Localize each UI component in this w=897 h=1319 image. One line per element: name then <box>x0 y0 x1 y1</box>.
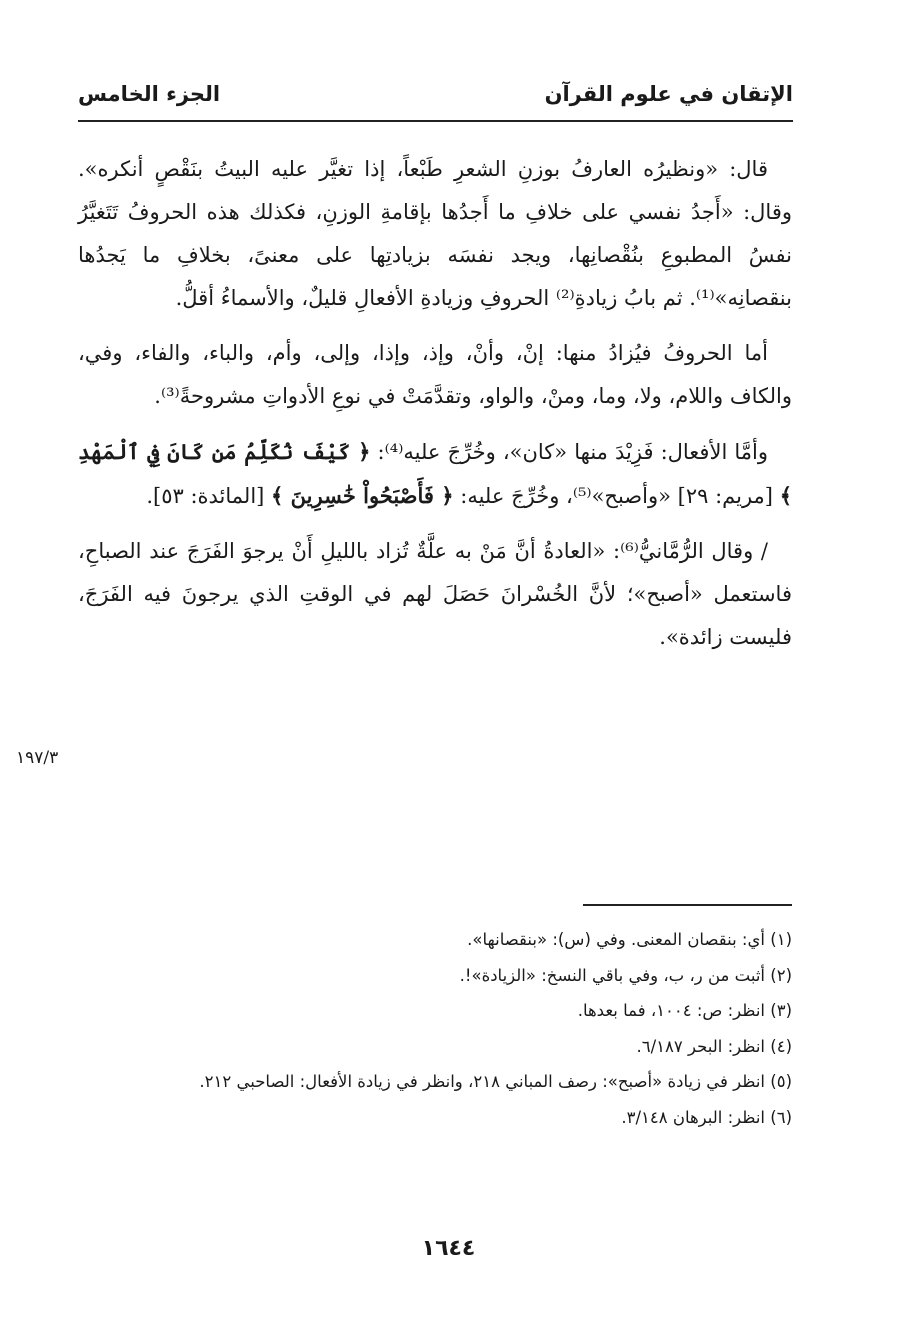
main-text <box>78 148 792 671</box>
margin-reference: ١٩٧/٣ <box>16 748 59 768</box>
footnote-1: (١) أي: بنقصان المعنى. وفي (س): «بنقصانها». <box>467 930 792 949</box>
quran-verse-1: ﴿ كَيْفَ نُكَلِّمُ مَن كَانَ فِي ٱلْمَهْدِ ﴾ <box>78 439 792 508</box>
paragraph-3-intro: وأمَّا الأفعال: فَزِيْدَ منها «كان»، وخُرِّجَ عليه⁽⁴⁾: <box>377 440 768 464</box>
header-divider <box>78 120 793 122</box>
footnote-2: (٢) أثبت من ر، ب، وفي باقي النسخ: «الزيادة»!. <box>459 965 792 985</box>
paragraph-3-middle: [مريم: ٢٩] «وأصبح»⁽⁵⁾، وخُرِّجَ عليه: <box>460 484 773 508</box>
paragraph-3 <box>78 430 792 518</box>
paragraph-3-end: [المائدة: ٥٣]. <box>146 484 265 508</box>
book-title: الإتقان في علوم القرآن <box>544 82 793 106</box>
footnote-divider <box>583 904 792 906</box>
page-number: ١٦٤٤ <box>421 1236 476 1261</box>
part-title: الجزء الخامس <box>78 82 221 106</box>
quran-verse-2: ﴿ فَأَصْبَحُواْ خَٰسِرِينَ ﴾ <box>271 483 454 508</box>
page-header <box>78 78 793 114</box>
footnote-6: (٦) انظر: البرهان ٣/١٤٨. <box>621 1107 792 1127</box>
paragraph-2: أما الحروفُ فيُزادُ منها: إنْ، وأنْ، وإذ، وإذا، وإلى، وأم، والباء، والفاء، وفي، والكاف واللام، ولا، وما، ومنْ، والواو، وتقدَّمَتْ في نوعِ الأدواتِ مشروحةً⁽³⁾. <box>78 341 792 408</box>
paragraph-1: قال: «ونظيرُه العارفُ بوزنِ الشعرِ طَبْعاً، إذا تغيَّر عليه البيتُ بنَقْصٍ أنكره». وقال: «أَجدُ نفسي على خلافِ ما أَجدُها بإقامةِ الوزنِ، فكذلك هذه الحروفُ تَتَغيَّرُ نفسُ المطبوعِ بنُقْصانِها، ويجد نفسَه بزيادتِها على معنىً، بخلافِ ما يَجدُها بنقصانِه»⁽¹⁾. ثم بابُ زيادةِ⁽²⁾ الحروفِ وزيادةِ الأفعالِ قليلٌ، والأسماءُ أقلُّ. <box>78 157 792 310</box>
footnote-3: (٣) انظر: ص: ١٠٠٤، فما بعدها. <box>577 1001 792 1020</box>
footnote-4: (٤) انظر: البحر ٦/١٨٧. <box>636 1036 792 1056</box>
paragraph-4: / وقال الرُّمَّانيُّ⁽⁶⁾: «العادةُ أنَّ مَنْ به علَّةٌ تُزاد بالليلِ أَنْ يرجوَ الفَرَجَ عند الصباحِ، فاستعمل «أصبح»؛ لأنَّ الخُسْرانَ حَصَلَ لهم في الوقتِ الذي يرجونَ فيه الفَرَجَ، فليست زائدة». <box>78 539 792 649</box>
footnote-5: (٥) انظر في زيادة «أصبح»: رصف المباني ٢١٨، وانظر في زيادة الأفعال: الصاحبي ٢١٢. <box>199 1072 792 1091</box>
footnotes <box>60 922 792 1135</box>
